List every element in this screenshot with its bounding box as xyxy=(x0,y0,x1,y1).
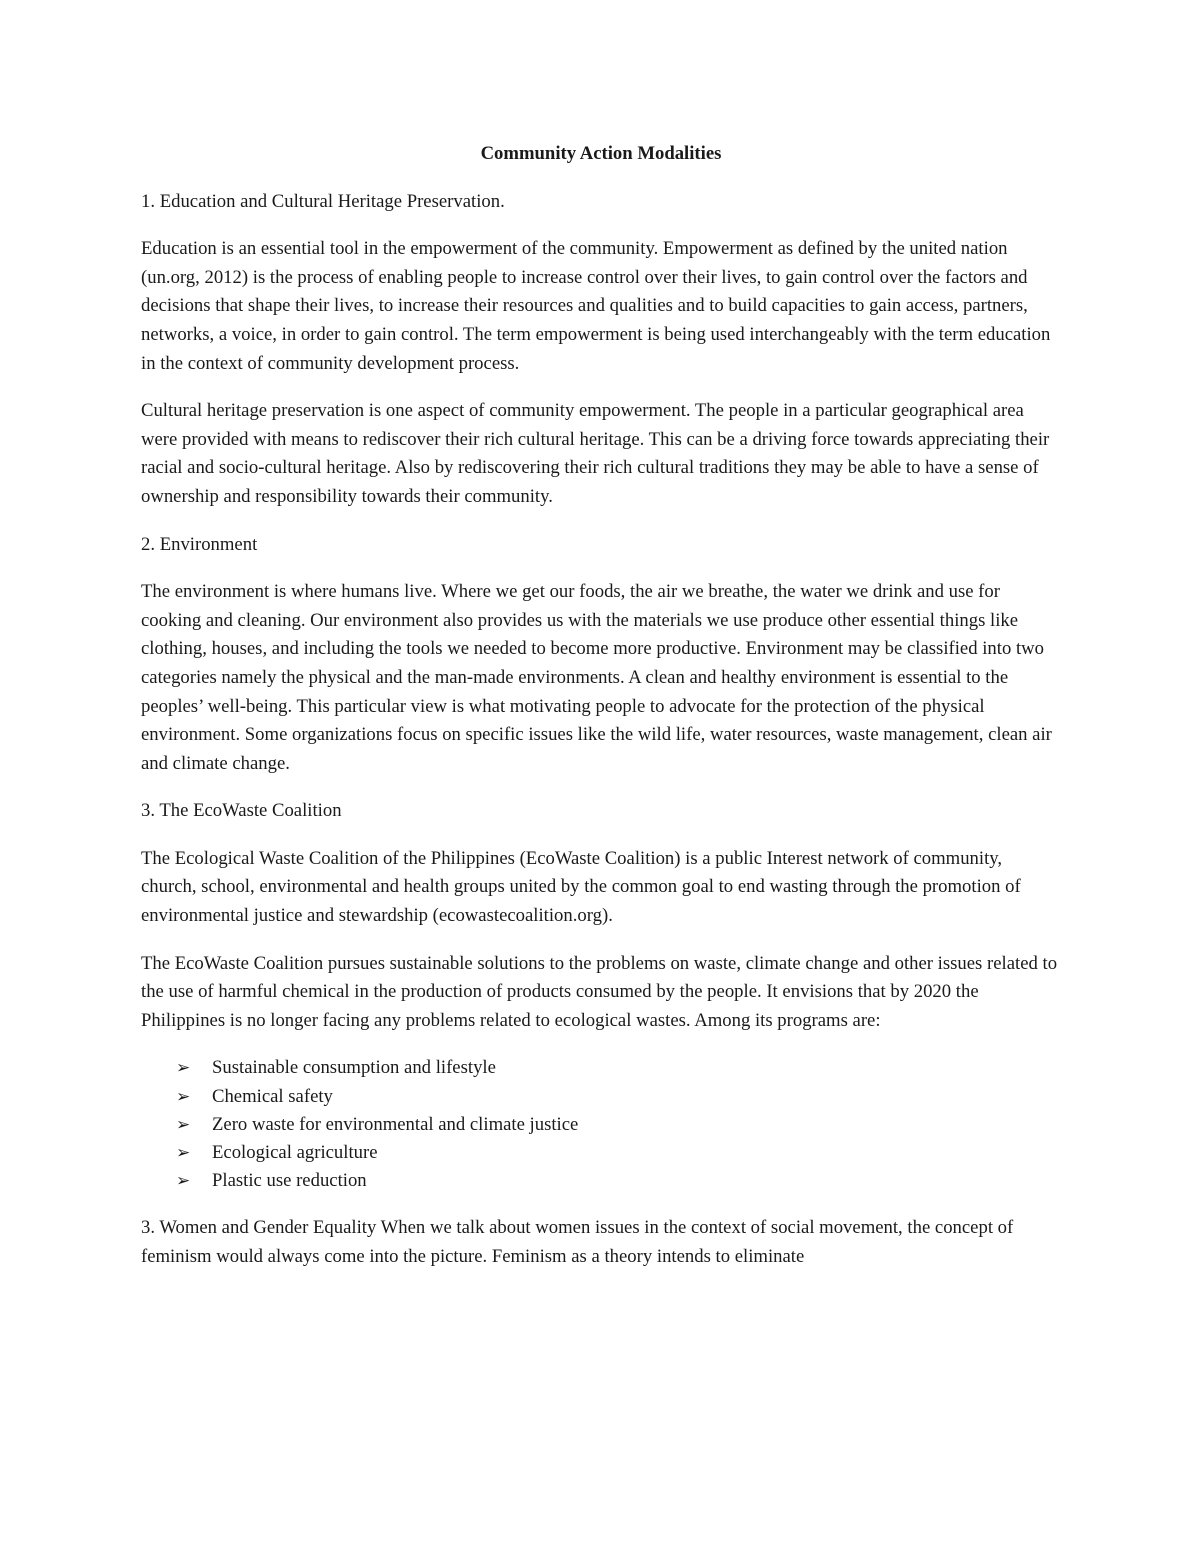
list-item-text: Zero waste for environmental and climate justice xyxy=(212,1113,579,1135)
arrowhead-bullet-icon: ➢ xyxy=(176,1114,191,1135)
paragraph-education: Education is an essential tool in the empowerment of the community. Empowerment as defined by the united nation (un.org, 2012) is the process of enabling people to increase control over their lives, to gain control over the factors and decisions that shape their lives, to increase their resources and qualities and to build capacities to gain access, partners, networks, a voice, in order to gain control. The term empowerment is being used interchangeably with the term education in the context of community development process. xyxy=(141,238,1051,374)
list-item xyxy=(176,1111,1061,1139)
paragraph-ecowaste-programs: The EcoWaste Coalition pursues sustainable solutions to the problems on waste, climate change and other issues related to the use of harmful chemical in the production of products consumed by the people. It envisions that by 2020 the Philippines is no longer facing any problems related to ecological wastes. Among its programs are: xyxy=(141,952,1058,1031)
programs-list xyxy=(141,1054,1061,1195)
section-heading-education: 1. Education and Cultural Heritage Preservation. xyxy=(141,190,505,212)
arrowhead-bullet-icon: ➢ xyxy=(176,1171,191,1192)
section-heading-ecowaste: 3. The EcoWaste Coalition xyxy=(141,800,342,822)
list-item-text: Chemical safety xyxy=(212,1085,333,1107)
section-heading-environment: 2. Environment xyxy=(141,533,258,555)
document-body xyxy=(141,140,1061,1291)
list-item xyxy=(176,1083,1061,1111)
list-item xyxy=(176,1054,1061,1082)
document-title: Community Action Modalities xyxy=(480,143,722,164)
arrowhead-bullet-icon: ➢ xyxy=(176,1086,191,1107)
list-item-text: Sustainable consumption and lifestyle xyxy=(212,1057,496,1079)
arrowhead-bullet-icon: ➢ xyxy=(176,1058,191,1079)
list-item-text: Plastic use reduction xyxy=(212,1170,367,1192)
arrowhead-bullet-icon: ➢ xyxy=(176,1143,191,1164)
paragraph-ecowaste-intro: The Ecological Waste Coalition of the Philippines (EcoWaste Coalition) is a public Interest network of community, church, school, environmental and health groups united by the common goal to end wasting through the promotion of environmental justice and stewardship (ecowastecoalition.org). xyxy=(141,847,1021,927)
paragraph-cultural-heritage: Cultural heritage preservation is one aspect of community empowerment. The people in a particular geographical area were provided with means to rediscover their rich cultural heritage. This can be a driving force towards appreciating their racial and socio-cultural heritage. Also by rediscovering their rich cultural traditions they may be able to have a sense of ownership and responsibility towards their community. xyxy=(141,400,1050,507)
list-item xyxy=(176,1167,1061,1195)
paragraph-environment: The environment is where humans live. Where we get our foods, the air we breathe, the water we drink and use for cooking and cleaning. Our environment also provides us with the materials we use produce other essential things like clothing, houses, and including the tools we needed to become more productive. Environment may be classified into two categories namely the physical and the man-made environments. A clean and healthy environment is essential to the peoples’ well-being. This particular view is what motivating people to advocate for the protection of the physical environment. Some organizations focus on specific issues like the wild life, water resources, waste management, clean air and climate change. xyxy=(141,581,1052,774)
paragraph-women-gender-equality: 3. Women and Gender Equality When we talk about women issues in the context of social movement, the concept of feminism would always come into the picture. Feminism as a theory intends to eliminate xyxy=(141,1217,1014,1268)
list-item xyxy=(176,1139,1061,1167)
list-item-text: Ecological agriculture xyxy=(212,1142,378,1164)
